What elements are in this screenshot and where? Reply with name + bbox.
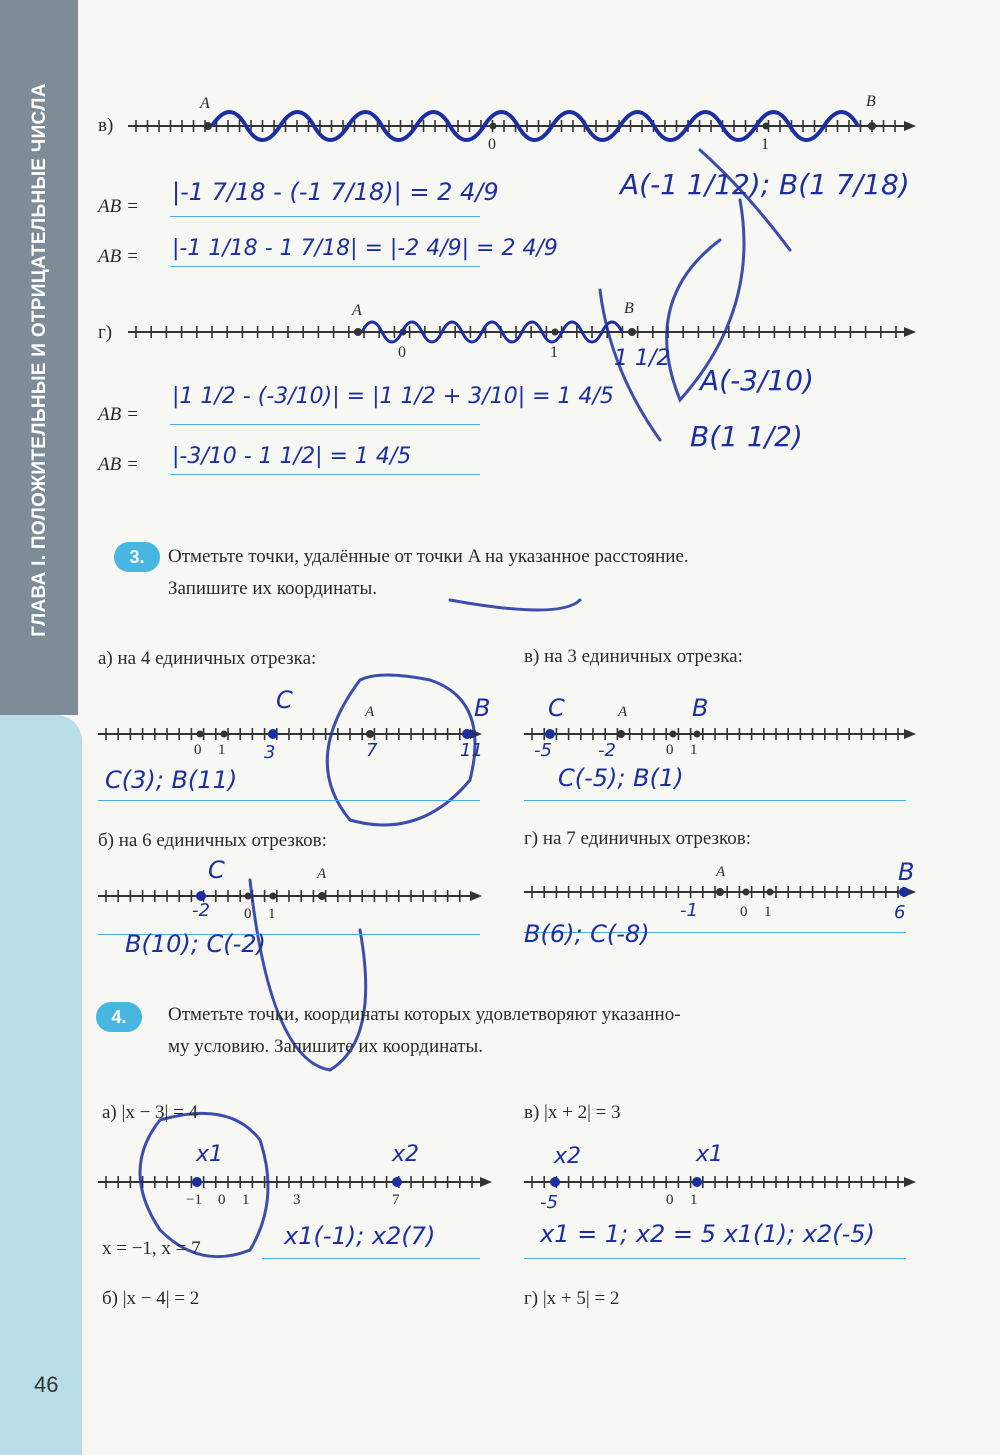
axis-point — [354, 328, 362, 336]
handwritten-c: C — [208, 856, 225, 884]
axis-point — [868, 122, 876, 130]
answer-line — [170, 266, 480, 267]
point-a-label: A — [352, 302, 362, 319]
handwritten-c: C — [548, 694, 565, 722]
axis-point — [716, 888, 724, 896]
ab-label: AB = — [98, 196, 139, 217]
axis-arrow — [904, 1177, 916, 1187]
tick-label-0: 0 — [398, 344, 406, 361]
tick-label-1: 1 — [550, 344, 558, 361]
task3-c-label: в) на 3 единичных отрезка: — [524, 646, 743, 667]
ab-label: AB = — [98, 404, 139, 425]
ink-circle — [327, 675, 475, 825]
tick-label-1: 1 — [761, 136, 769, 153]
tick-label-0: 0 — [488, 136, 496, 153]
section-c-label: в) — [98, 115, 114, 136]
tick-label-1: 1 — [764, 904, 772, 920]
chapter-title: ГЛАВА I. ПОЛОЖИТЕЛЬНЫЕ И ОТРИЦАТЕЛЬНЫЕ ЧИСЛА — [29, 83, 50, 637]
axis-point — [767, 889, 774, 896]
tick-label-0: 0 — [666, 742, 674, 758]
handwritten-point-a: A(-3/10) — [700, 364, 814, 397]
handwritten-answer: B(10); C(-2) — [125, 930, 266, 958]
tick-label-1: 1 — [218, 742, 226, 758]
handwritten-tick: -5 — [534, 740, 552, 761]
page-number: 46 — [34, 1372, 59, 1397]
handwritten-tick: -1 — [680, 900, 698, 921]
point-a-label: A — [365, 704, 375, 720]
handwritten-tick: -2 — [192, 900, 210, 921]
answer-line — [98, 800, 480, 801]
handwritten-answer: B(6); C(-8) — [524, 920, 650, 948]
handwritten-tick: 3 — [264, 742, 276, 763]
tick-label-1: 1 — [268, 906, 276, 922]
handwritten-x1: x1 — [196, 1142, 224, 1167]
handwritten-x2: x2 — [554, 1144, 582, 1169]
handwritten-b: B — [898, 858, 915, 886]
point-a-label: A — [317, 866, 327, 882]
axis-point — [270, 893, 277, 900]
tick-label-0: 0 — [244, 906, 252, 922]
answer-line — [170, 216, 480, 217]
answer-line — [524, 1258, 906, 1259]
tick-label-1: 1 — [242, 1192, 250, 1208]
point-b-label: B — [624, 300, 634, 317]
handwritten-tick: 6 — [894, 902, 906, 923]
axis-point — [221, 731, 228, 738]
task-text: Отметьте точки, координаты которых удовлетворяют указанно- — [168, 1004, 681, 1025]
axis-point — [392, 1177, 402, 1187]
handwritten-answer: |-1 7/18 - (-1 7/18)| = 2 4/9 — [172, 178, 499, 206]
handwritten-b-coordinate: 1 1/2 — [614, 346, 671, 371]
tick-label-minus1: −1 — [186, 1192, 202, 1208]
tick-label-1: 1 — [690, 1192, 698, 1208]
axis-point — [763, 123, 770, 130]
handwritten-answer: C(-5); B(1) — [558, 764, 684, 792]
tick-label-0: 0 — [666, 1192, 674, 1208]
axis-point — [268, 729, 278, 739]
handwritten-b: B — [692, 694, 709, 722]
handwritten-answer: |1 1/2 - (-3/10)| = |1 1/2 + 3/10| = 1 4/5 — [172, 384, 614, 409]
task-number-badge: 4. — [96, 1002, 142, 1032]
handwritten-coordinates: A(-1 1/12); B(1 7/18) — [620, 168, 910, 201]
axis-point — [462, 729, 472, 739]
tick-label-1: 1 — [690, 742, 698, 758]
handwritten-answer: x1 = 1; x2 = 5 x1(1); x2(-5) — [540, 1220, 875, 1248]
task-number-badge: 3. — [114, 542, 160, 572]
axis-point — [670, 731, 677, 738]
axis-point — [197, 731, 204, 738]
ab-label: AB = — [98, 246, 139, 267]
handwritten-x2: x2 — [392, 1142, 420, 1167]
ab-label: AB = — [98, 454, 139, 475]
answer-line — [524, 800, 906, 801]
tick-label-0: 0 — [218, 1192, 226, 1208]
axis-arrow — [904, 121, 916, 131]
task3-b-label: б) на 6 единичных отрезков: — [98, 830, 327, 851]
task-text: Запишите их координаты. — [168, 578, 378, 599]
handwritten-x1: x1 — [696, 1142, 724, 1167]
tick-label-7: 7 — [392, 1192, 400, 1208]
axis-point — [694, 731, 701, 738]
task4-d-label: г) |x + 5| = 2 — [524, 1288, 620, 1309]
axis-point — [366, 730, 374, 738]
task4-b-label: б) |x − 4| = 2 — [102, 1288, 200, 1309]
tick-label-0: 0 — [194, 742, 202, 758]
tick-label-3: 3 — [293, 1192, 301, 1208]
axis-point — [899, 887, 909, 897]
section-d-label: г) — [98, 322, 113, 343]
point-a-label: A — [200, 95, 210, 112]
answer-line — [170, 424, 480, 425]
printed-answer: x = −1, x = 7 — [102, 1238, 201, 1259]
axis-point — [490, 123, 497, 130]
axis-point — [552, 329, 559, 336]
handwritten-answer: |-3/10 - 1 1/2| = 1 4/5 — [172, 444, 412, 469]
task3-d-label: г) на 7 единичных отрезков: — [524, 828, 752, 849]
task-text: му условию. Запишите их координаты. — [168, 1036, 484, 1057]
axis-arrow — [904, 729, 916, 739]
axis-point — [318, 892, 326, 900]
task3-a-label: а) на 4 единичных отрезка: — [98, 648, 317, 669]
axis-arrow — [470, 891, 482, 901]
axis-point — [545, 729, 555, 739]
handwritten-b: B — [474, 694, 491, 722]
handwritten-c: C — [276, 686, 293, 714]
task4-a-label: а) |x − 3| = 4 — [102, 1102, 199, 1123]
axis-point — [550, 1177, 560, 1187]
answer-line — [170, 474, 480, 475]
handwritten-tick: -5 — [540, 1192, 558, 1213]
axis-arrow — [480, 1177, 492, 1187]
axis-point — [743, 889, 750, 896]
tick-label-0: 0 — [740, 904, 748, 920]
task4-c-label: в) |x + 2| = 3 — [524, 1102, 621, 1123]
answer-line — [262, 1258, 480, 1259]
point-a-label: A — [716, 864, 726, 880]
axis-arrow — [904, 327, 916, 337]
axis-point — [617, 730, 625, 738]
handwritten-tick: -2 — [598, 740, 616, 761]
handwritten-answer: x1(-1); x2(7) — [284, 1222, 436, 1250]
handwritten-answer: C(3); B(11) — [105, 766, 238, 794]
point-b-label: B — [866, 93, 876, 110]
task-text: Отметьте точки, удалённые от точки A на указанное расстояние. — [168, 546, 689, 567]
handwritten-tick: 11 — [460, 740, 483, 761]
axis-point — [192, 1177, 202, 1187]
handwritten-tick: 7 — [366, 740, 378, 761]
axis-point — [628, 328, 636, 336]
handwritten-answer: |-1 1/18 - 1 7/18| = |-2 4/9| = 2 4/9 — [172, 236, 558, 261]
point-a-label: A — [618, 704, 628, 720]
ink-stroke — [450, 600, 580, 610]
handwritten-point-b: B(1 1/2) — [690, 420, 803, 453]
axis-point — [204, 122, 212, 130]
axis-point — [692, 1177, 702, 1187]
